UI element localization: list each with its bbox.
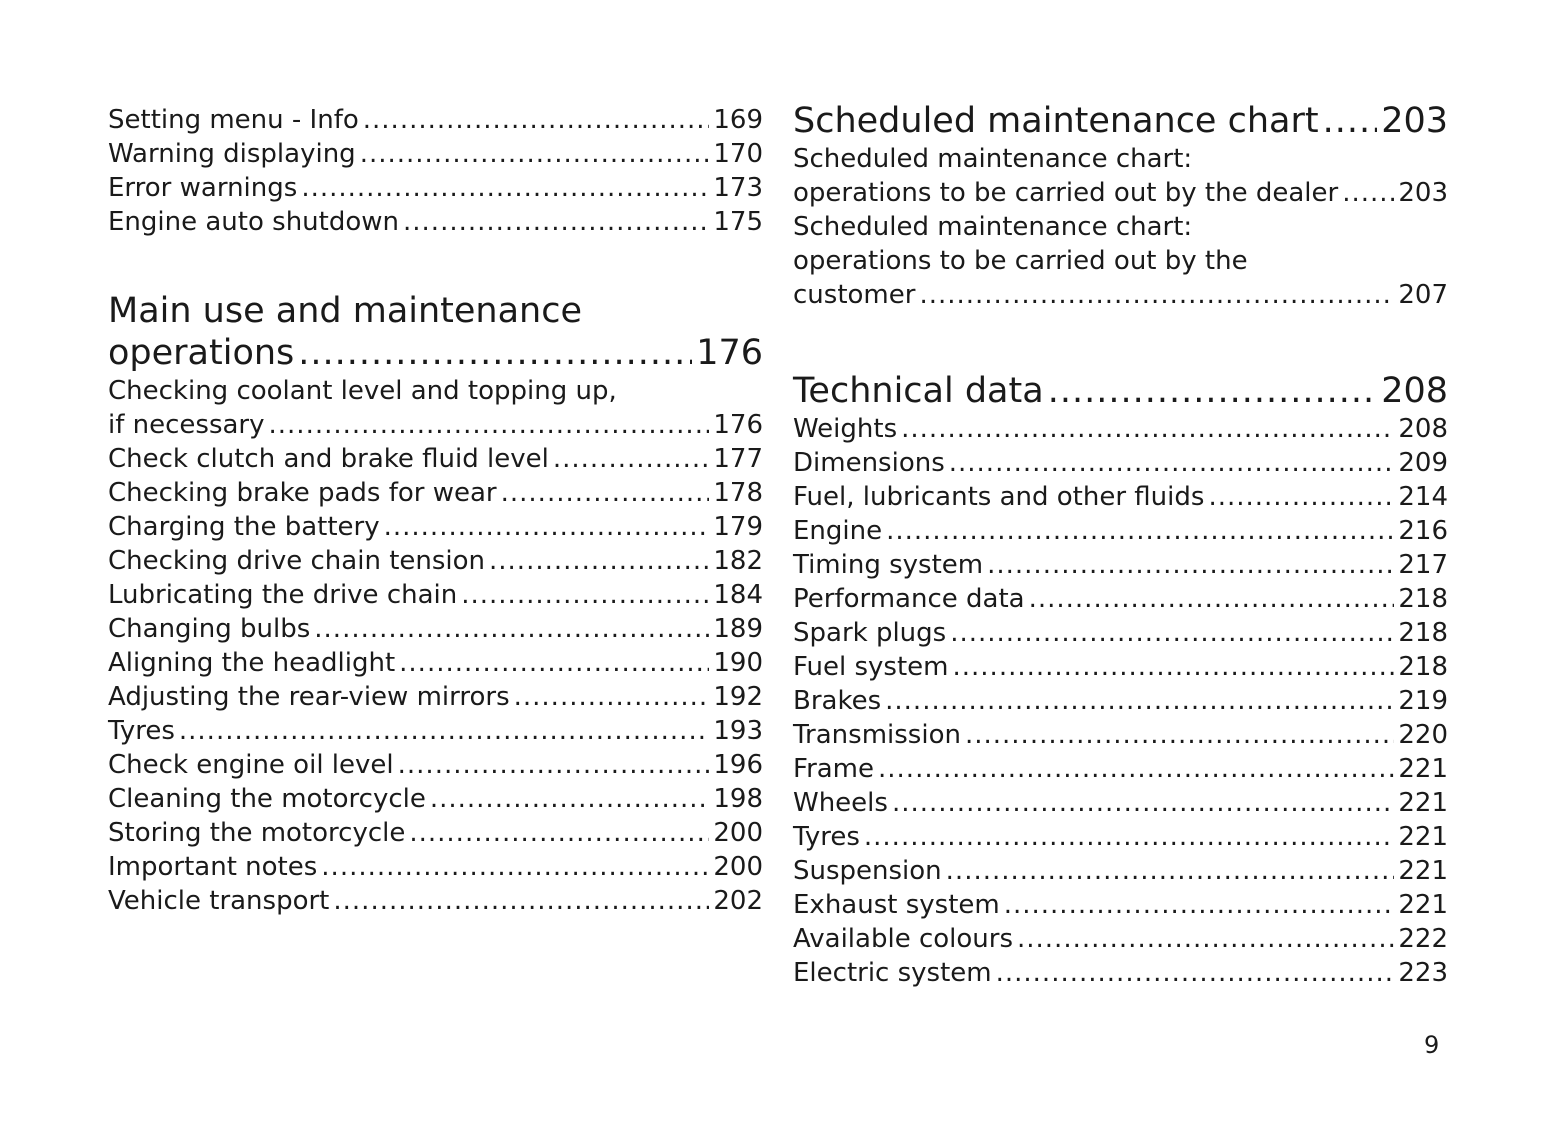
toc-entry[interactable]	[793, 752, 1448, 786]
toc-entry-page: 214	[1398, 482, 1448, 512]
toc-group-warnings	[108, 103, 763, 239]
toc-entry[interactable]	[793, 412, 1448, 446]
toc-entry-page: 182	[713, 546, 763, 576]
dot-leader	[1048, 370, 1378, 412]
toc-entry-label: Fuel, lubricants and other fluids	[793, 482, 1205, 512]
toc-entry-label: Wheels	[793, 788, 888, 818]
toc-entry[interactable]	[793, 650, 1448, 684]
toc-entry[interactable]	[108, 646, 763, 680]
toc-entry-label: Tyres	[793, 822, 860, 852]
toc-entry-page: 190	[713, 648, 763, 678]
dot-leader	[892, 786, 1394, 820]
toc-entry-label: Dimensions	[793, 448, 945, 478]
section-title-line: Main use and maintenance	[108, 291, 583, 331]
toc-entry-page: 184	[713, 580, 763, 610]
toc-entry[interactable]	[793, 684, 1448, 718]
toc-entry-label: Checking coolant level and topping up,	[108, 376, 617, 406]
toc-entry-label: Vehicle transport	[108, 886, 330, 916]
section-spacer	[793, 312, 1448, 370]
toc-entry[interactable]	[108, 816, 763, 850]
dot-leader	[301, 171, 709, 205]
dot-leader	[1323, 100, 1378, 142]
toc-entry[interactable]	[793, 446, 1448, 480]
toc-entry[interactable]	[108, 680, 763, 714]
toc-left-column	[108, 100, 763, 918]
toc-entry[interactable]	[793, 514, 1448, 548]
toc-entry-label: customer	[793, 280, 916, 310]
section-page: 208	[1381, 371, 1448, 411]
toc-entry-page: 218	[1398, 618, 1448, 648]
toc-entry-page: 192	[713, 682, 763, 712]
toc-entry[interactable]	[793, 582, 1448, 616]
toc-entry-page: 220	[1398, 720, 1448, 750]
toc-entry-label: Available colours	[793, 924, 1013, 954]
dot-leader	[363, 103, 710, 137]
toc-entry[interactable]	[108, 476, 763, 510]
toc-entry-page: 173	[713, 173, 763, 203]
dot-leader	[996, 956, 1395, 990]
section-page: 176	[696, 333, 763, 373]
toc-entry-label: Error warnings	[108, 173, 298, 203]
toc-entry-page: 221	[1398, 890, 1448, 920]
dot-leader	[398, 748, 710, 782]
dot-leader	[321, 850, 709, 884]
toc-entry-page: 209	[1398, 448, 1448, 478]
toc-entry-label: Check engine oil level	[108, 750, 394, 780]
toc-entry-page: 200	[713, 818, 763, 848]
toc-entry-continuation	[108, 408, 763, 442]
toc-entry-page: 203	[1398, 178, 1448, 208]
toc-right-column	[793, 100, 1448, 990]
toc-section-main-use[interactable]	[108, 290, 763, 374]
dot-leader	[314, 612, 709, 646]
toc-entry-label: Performance data	[793, 584, 1025, 614]
toc-section-scheduled-maintenance[interactable]	[793, 100, 1448, 142]
dot-leader	[1208, 480, 1394, 514]
toc-entry[interactable]	[108, 850, 763, 884]
toc-entry-page: 216	[1398, 516, 1448, 546]
toc-entry[interactable]	[108, 782, 763, 816]
toc-entry[interactable]	[793, 854, 1448, 888]
dot-leader	[384, 510, 710, 544]
dot-leader	[553, 442, 710, 476]
toc-entry-continuation	[793, 176, 1448, 210]
toc-entry-label: Check clutch and brake fluid level	[108, 444, 549, 474]
toc-entry-label: Changing bulbs	[108, 614, 311, 644]
section-title-label: Scheduled maintenance chart	[793, 101, 1319, 141]
toc-entry-page: 207	[1398, 280, 1448, 310]
dot-leader	[953, 650, 1395, 684]
toc-entry-label: Timing system	[793, 550, 984, 580]
toc-entry-label: Lubricating the drive chain	[108, 580, 458, 610]
dot-leader	[501, 476, 710, 510]
toc-entry-page: 170	[713, 139, 763, 169]
toc-entry-label: operations to be carried out by the	[793, 246, 1248, 276]
toc-entry-label: Storing the motorcycle	[108, 818, 406, 848]
toc-entry-page: 217	[1398, 550, 1448, 580]
toc-entry[interactable]	[108, 884, 763, 918]
section-spacer	[108, 239, 763, 290]
toc-entry[interactable]	[108, 103, 763, 137]
page-number: 9	[1424, 1031, 1440, 1059]
toc-entry[interactable]	[793, 922, 1448, 956]
toc-entry[interactable]	[108, 714, 763, 748]
toc-entry-page: 202	[713, 886, 763, 916]
toc-entry-label: Cleaning the motorcycle	[108, 784, 426, 814]
dot-leader	[409, 816, 709, 850]
toc-entry[interactable]	[793, 480, 1448, 514]
dot-leader	[987, 548, 1394, 582]
dot-leader	[919, 278, 1394, 312]
section-page: 203	[1381, 101, 1448, 141]
toc-entry-label: Spark plugs	[793, 618, 947, 648]
dot-leader	[430, 782, 710, 816]
toc-entry-continuation	[793, 278, 1448, 312]
dot-leader	[269, 408, 710, 442]
toc-entry[interactable]	[108, 612, 763, 646]
toc-entry-label: Adjusting the rear-view mirrors	[108, 682, 510, 712]
toc-entry-label: Engine	[793, 516, 883, 546]
toc-entry-label: Aligning the headlight	[108, 648, 396, 678]
dot-leader	[403, 205, 709, 239]
toc-entry[interactable]	[108, 137, 763, 171]
toc-entry[interactable]	[108, 442, 763, 476]
toc-entry-label: Suspension	[793, 856, 942, 886]
dot-leader	[949, 446, 1395, 480]
toc-entry-page: 221	[1398, 754, 1448, 784]
toc-section-technical-data[interactable]	[793, 370, 1448, 412]
section-title-label: Technical data	[793, 371, 1044, 411]
toc-entry-page: 196	[713, 750, 763, 780]
toc-entry[interactable]	[108, 578, 763, 612]
toc-entry[interactable]	[108, 544, 763, 578]
toc-entry-label: Checking brake pads for wear	[108, 478, 497, 508]
toc-entry-label: Exhaust system	[793, 890, 1000, 920]
toc-entry-page: 179	[713, 512, 763, 542]
dot-leader	[514, 680, 710, 714]
toc-entry-page: 198	[713, 784, 763, 814]
dot-leader	[1342, 176, 1394, 210]
toc-group-maintenance	[108, 442, 763, 918]
dot-leader	[399, 646, 709, 680]
toc-entry-label: Transmission	[793, 720, 961, 750]
toc-group-technical	[793, 412, 1448, 990]
toc-entry-label: Scheduled maintenance chart:	[793, 144, 1193, 174]
dot-leader	[886, 514, 1394, 548]
toc-entry-label: Charging the battery	[108, 512, 380, 542]
toc-entry[interactable]	[793, 718, 1448, 752]
toc-entry-page: 176	[713, 410, 763, 440]
section-title-entry	[108, 332, 763, 374]
toc-entry[interactable]	[793, 548, 1448, 582]
toc-entry-page: 223	[1398, 958, 1448, 988]
dot-leader	[333, 884, 709, 918]
toc-entry-page: 175	[713, 207, 763, 237]
dot-leader	[950, 616, 1394, 650]
toc-entry-label: Weights	[793, 414, 898, 444]
toc-entry-page: 219	[1398, 686, 1448, 716]
toc-entry-label: Setting menu - Info	[108, 105, 359, 135]
toc-entry-page: 218	[1398, 652, 1448, 682]
toc-entry-label: if necessary	[108, 410, 265, 440]
toc-entry-page: 222	[1398, 924, 1448, 954]
dot-leader	[946, 854, 1395, 888]
toc-entry-label: operations to be carried out by the dealer	[793, 178, 1339, 208]
toc-entry[interactable]	[793, 888, 1448, 922]
toc-entry-page: 221	[1398, 856, 1448, 886]
dot-leader	[298, 332, 692, 374]
toc-entry[interactable]	[793, 956, 1448, 990]
dot-leader	[179, 714, 709, 748]
toc-entry-label: Tyres	[108, 716, 175, 746]
toc-entry-page: 177	[713, 444, 763, 474]
toc-entry-label: Electric system	[793, 958, 992, 988]
dot-leader	[864, 820, 1394, 854]
toc-entry[interactable]	[108, 510, 763, 544]
toc-entry[interactable]	[108, 171, 763, 205]
toc-entry-page: 189	[713, 614, 763, 644]
dot-leader	[489, 544, 709, 578]
dot-leader	[1029, 582, 1395, 616]
toc-entry-page: 221	[1398, 822, 1448, 852]
toc-entry-label: Brakes	[793, 686, 882, 716]
toc-entry-page: 208	[1398, 414, 1448, 444]
toc-entry-page: 178	[713, 478, 763, 508]
dot-leader	[878, 752, 1394, 786]
dot-leader	[965, 718, 1394, 752]
toc-entry-coolant[interactable]	[108, 374, 763, 442]
section-title-label: operations	[108, 333, 295, 373]
toc-entry-page: 169	[713, 105, 763, 135]
toc-entry[interactable]	[793, 820, 1448, 854]
toc-entry-label: Scheduled maintenance chart:	[793, 212, 1193, 242]
toc-entry-label: Engine auto shutdown	[108, 207, 400, 237]
toc-entry-page: 200	[713, 852, 763, 882]
dot-leader	[360, 137, 710, 171]
toc-entry-customer[interactable]	[793, 210, 1448, 312]
toc-entry-label: Important notes	[108, 852, 318, 882]
toc-entry-page: 221	[1398, 788, 1448, 818]
dot-leader	[901, 412, 1394, 446]
toc-entry-label: Frame	[793, 754, 875, 784]
toc-entry[interactable]	[108, 205, 763, 239]
dot-leader	[461, 578, 709, 612]
toc-entry-label: Fuel system	[793, 652, 949, 682]
dot-leader	[1017, 922, 1394, 956]
toc-entry-page: 218	[1398, 584, 1448, 614]
toc-entry[interactable]	[793, 616, 1448, 650]
dot-leader	[885, 684, 1394, 718]
toc-entry-page: 193	[713, 716, 763, 746]
toc-entry[interactable]	[793, 786, 1448, 820]
dot-leader	[1004, 888, 1395, 922]
toc-entry-dealer[interactable]	[793, 142, 1448, 210]
toc-entry[interactable]	[108, 748, 763, 782]
toc-entry-label: Checking drive chain tension	[108, 546, 486, 576]
toc-entry-label: Warning displaying	[108, 139, 356, 169]
